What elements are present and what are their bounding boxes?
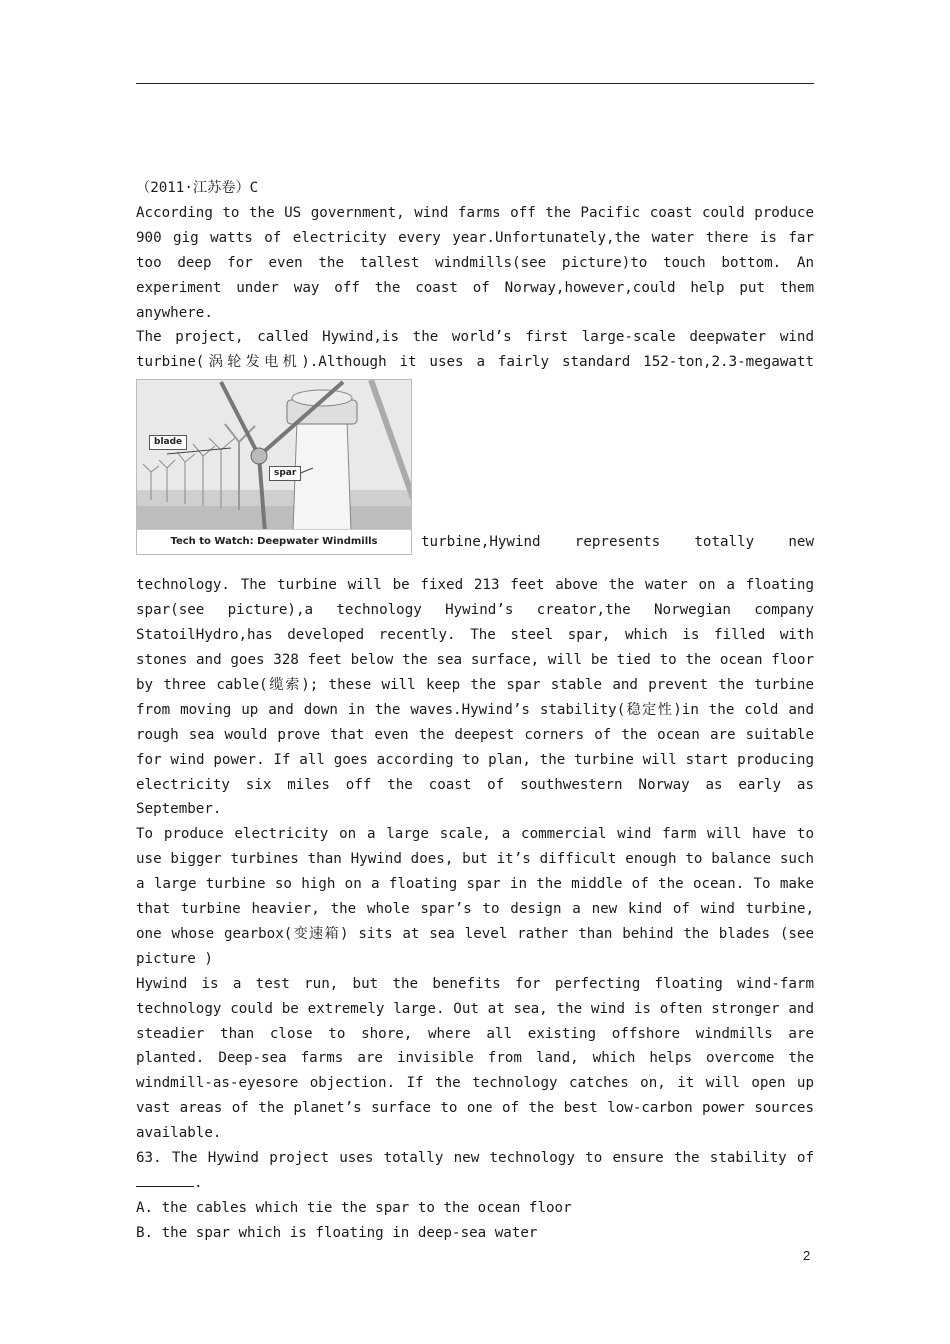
option-a: A. the cables which tie the spar to the ocean floor xyxy=(136,1199,572,1216)
header-rule xyxy=(136,83,814,84)
figure-caption: Tech to Watch: Deepwater Windmills xyxy=(137,529,411,554)
question-end: . xyxy=(194,1175,203,1191)
page-number: 2 xyxy=(803,1248,811,1263)
paragraph-3: To produce electricity on a large scale, a commercial wind farm will have to use bigger turbines than Hywind does, but it’s difficult enough to balance such a large turbine so high on a floating spar in the middle of the ocean. To make that turbine heavier, the whole spar’s to design a new kind of wind turbine, one whose gearbox(变速箱) sits at sea level rather than behind the blades (see picture ) xyxy=(136,826,814,967)
answer-blank xyxy=(136,1172,194,1187)
blade-label: blade xyxy=(149,435,187,450)
figure-row xyxy=(136,379,814,555)
source-header: （2011·江苏卷）C xyxy=(136,180,259,196)
paragraph-1: According to the US government, wind farms off the Pacific coast could produce 900 gig watts of electricity every year.Unfortunately,the water there is far too deep for even the tallest windmills(see picture)to touch bottom. An experiment under way off the coast of Norway,however,could help put them anywhere. xyxy=(136,204,814,321)
paragraph-2-rest: technology. The turbine will be fixed 213 feet above the water on a floating spar(see picture),a technology Hywind’s creator,the Norwegian company StatoilHydro,has developed recently. The steel spar, which is filled with stones and goes 328 feet below the sea surface, will be tied to the ocean floor by three cable(缆索); these will keep the spar stable and prevent the turbine from moving up and down in the waves.Hywind’s stability(稳定性)in the cold and rough sea would prove that even the deepest corners of the ocean are suitable for wind power. If all goes according to plan, the turbine will start producing electricity six miles off the coast of southwestern Norway as early as September. xyxy=(136,577,814,818)
spar-label: spar xyxy=(269,466,301,481)
content-body xyxy=(136,176,814,1246)
question-blank-line xyxy=(136,1171,814,1196)
question-stem: 63. The Hywind project uses totally new technology to ensure the stability of xyxy=(136,1150,814,1167)
paragraph-2-top: The project, called Hywind,is the world’s first large-scale deepwater wind turbine(涡轮发电机).Although it uses a fairly standard 152-ton,2.3-megawatt xyxy=(136,329,814,371)
windmill-figure xyxy=(136,379,412,555)
paragraph-2-side: turbine,Hywind represents totally new xyxy=(421,534,814,551)
windmill-illustration xyxy=(137,380,412,532)
option-b: B. the spar which is floating in deep-sea water xyxy=(136,1224,538,1241)
paragraph-4: Hywind is a test run, but the benefits for perfecting floating wind-farm technology could be extremely large. Out at sea, the wind is often stronger and steadier than close to shore, where all existing offshore windmills are planted. Deep-sea farms are invisible from land, which helps overcome the windmill-as-eyesore objection. If the technology catches on, it will open up vast areas of the planet’s surface to one of the best low-carbon power sources available. xyxy=(136,975,814,1142)
